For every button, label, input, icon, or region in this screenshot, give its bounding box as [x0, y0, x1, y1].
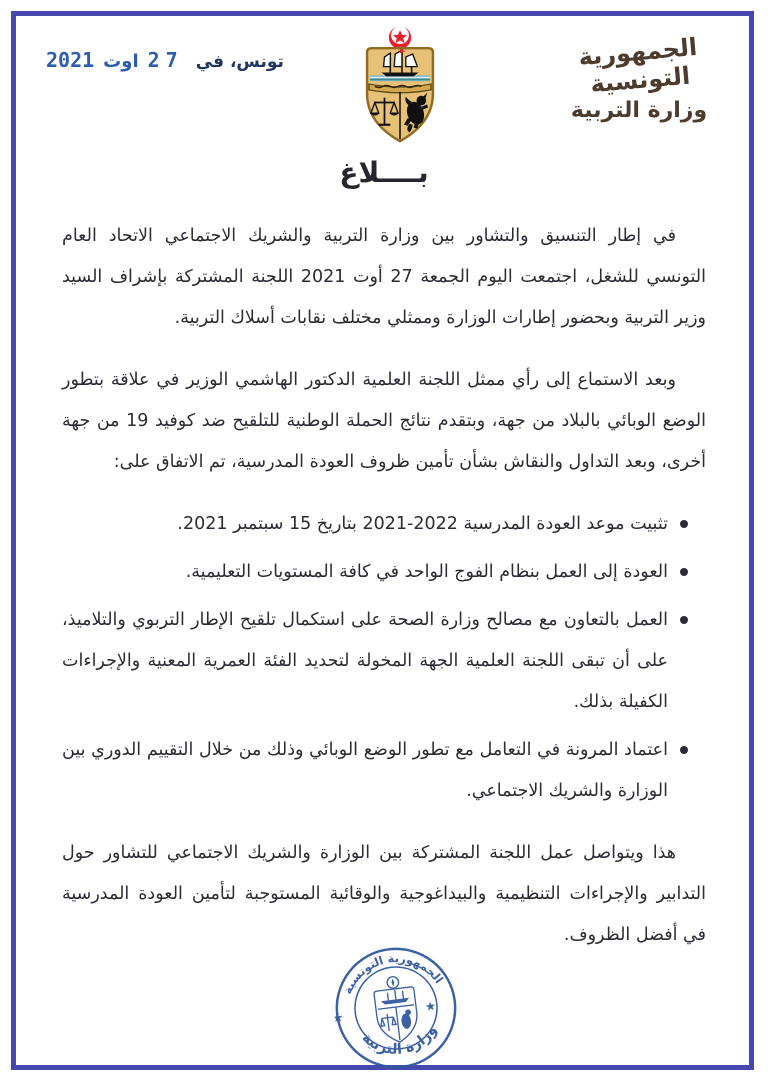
- document-body: [62, 216, 706, 977]
- paragraph-context: وبعد الاستماع إلى رأي ممثل اللجنة العلمية الدكتور الهاشمي الوزير في علاقة بتطور الوضع الوبائي بالبلاد من جهة، وبتقدم نتائج الحملة الوطنية للتلقيح ضد كوفيد 19 من جهة أخرى، وبعد التداول والنقاش بشأن تأمين ظروف العودة المدرسية، تم الاتفاق على:: [62, 370, 706, 472]
- date-year: 2021: [46, 48, 95, 72]
- ministry-round-stamp-icon: [327, 937, 466, 1079]
- date-day: 27: [147, 48, 184, 72]
- stamp-top-text: الجمهورية التونسية: [340, 951, 447, 997]
- stamp-star-right-icon: ★: [424, 997, 437, 1015]
- stamp-star-left-icon: ★: [331, 1009, 345, 1026]
- list-item: العودة إلى العمل بنظام الفوج الواحد في كافة المستويات التعليمية.: [62, 552, 668, 593]
- date-month: اوت: [103, 51, 139, 72]
- date-stamp: [46, 48, 184, 72]
- list-item: اعتماد المرونة في التعامل مع تطور الوضع الوبائي وذلك من خلال التقييم الدوري بين الوزارة والشريك الاجتماعي.: [62, 730, 668, 812]
- paragraph-intro: في إطار التنسيق والتشاور بين وزارة التربية والشريك الاجتماعي الاتحاد العام التونسي للشغل، اجتمعت اليوم الجمعة 27 أوت 2021 اللجنة المشتركة بإشراف السيد وزير التربية وبحضور إطارات الوزارة وممثلي مختلف نقابات أسلاك التربية.: [62, 226, 706, 328]
- republic-calligraphy: الجمهورية التونسية: [577, 32, 699, 99]
- list-item: تثبيت موعد العودة المدرسية 2022-2021 بتاريخ 15 سبتمبر 2021.: [62, 504, 668, 545]
- ministry-name: وزارة التربية: [570, 98, 708, 123]
- document-title: بــــلاغ: [339, 156, 429, 189]
- place-label: تونس، في: [195, 52, 284, 72]
- date-line: [46, 48, 284, 72]
- list-item: العمل بالتعاون مع مصالح وزارة الصحة على استكمال تلقيح الإطار التربوي والتلاميذ، على أن تبقى اللجنة العلمية الجهة المخولة لتحديد الفئة العمرية المعنية والإجراءات الكفيلة بذلك.: [62, 600, 668, 723]
- tunisia-coat-of-arms-icon: [351, 24, 449, 148]
- paragraph-closing: هذا ويتواصل عمل اللجنة المشتركة بين الوزارة والشريك الاجتماعي للتشاور حول التدابير والإجراءات التنظيمية والبيداغوجية والوقائية المستوجبة لتأمين العودة المدرسية في أفضل الظروف.: [62, 843, 706, 945]
- agreement-list: [62, 504, 706, 812]
- ministry-logo: [548, 32, 730, 123]
- stamp-bottom-text: وزارة التربية: [358, 1022, 441, 1058]
